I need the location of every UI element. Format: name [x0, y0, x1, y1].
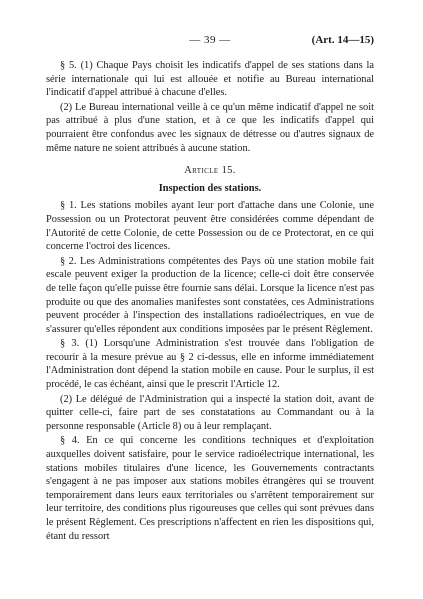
article-reference: (Art. 14—15): [311, 34, 374, 46]
paragraph: § 5. (1) Chaque Pays choisit les indicatifs d'appel de ses stations dans la série internationale qui lui est allouée et notifie au Bureau international l'indicatif d'appel attribué à chacune d'elles.: [46, 60, 374, 99]
page-header: [46, 34, 374, 48]
paragraph: § 2. Les Administrations compétentes des Pays où une station mobile fait escale peuvent exiger la production de la licence; celle-ci doit être conservée de telle façon qu'elle puisse être fournie sans délai. Lorsque la licence n'est pas produite ou que des anomalies manifestes sont constatées, ces Administrations peuvent procéder à l'inspection des installations radioélectriques, en vue de s'assurer qu'elles répondent aux conditions imposées par le présent Règlement.: [46, 255, 374, 335]
page-number: — 39 —: [189, 34, 231, 46]
paragraph: § 1. Les stations mobiles ayant leur port d'attache dans une Colonie, une Possession ou un Protectorat peuvent être considérées comme dépendant de l'Autorité de cette Colonie, de cette Possession ou de ce Protectorat, en ce qui concerne l'octroi des licences.: [46, 200, 374, 253]
paragraph: § 4. En ce qui concerne les conditions techniques et d'exploitation auxquelles doivent satisfaire, pour le service radioélectrique international, les stations mobiles titulaires d'une licence, les Gouvernements contractants s'engagent à ne pas imposer aux stations mobiles étrangères qui se trouvent temporairement dans leurs eaux territoriales ou s'arrêtent temporairement sur leur territoire, des conditions plus rigoureuses que celles qui sont prévues dans le présent Règlement. Ces prescriptions n'affectent en rien les dispositions qui, étant du ressort: [46, 435, 374, 542]
section-heading: Inspection des stations.: [158, 182, 262, 194]
paragraph: (2) Le délégué de l'Administration qui a inspecté la station doit, avant de quitter celle-ci, faire part de ses constatations au Commandant ou à la personne responsable (Article 8) ou à leur remplaçant.: [46, 393, 374, 432]
paragraph: (2) Le Bureau international veille à ce qu'un même indicatif d'appel ne soit pas attribué à plus d'une station, et à ce que les indicatifs d'appel qui pourraient être confondus avec les signaux de détresse ou d'autres signaux de même nature ne soient attribués à aucune station.: [46, 101, 374, 154]
document-body: [46, 59, 374, 543]
article-title: Article 15.: [184, 165, 236, 177]
paragraph: § 3. (1) Lorsqu'une Administration s'est trouvée dans l'obligation de recourir à la mesure prévue au § 2 ci-dessus, elle en informe immédiatement l'Administration dont dépend la station mobile en cause. Pour le surplus, il est procédé, le cas échéant, ainsi que le prescrit l'Article 12.: [46, 338, 374, 391]
